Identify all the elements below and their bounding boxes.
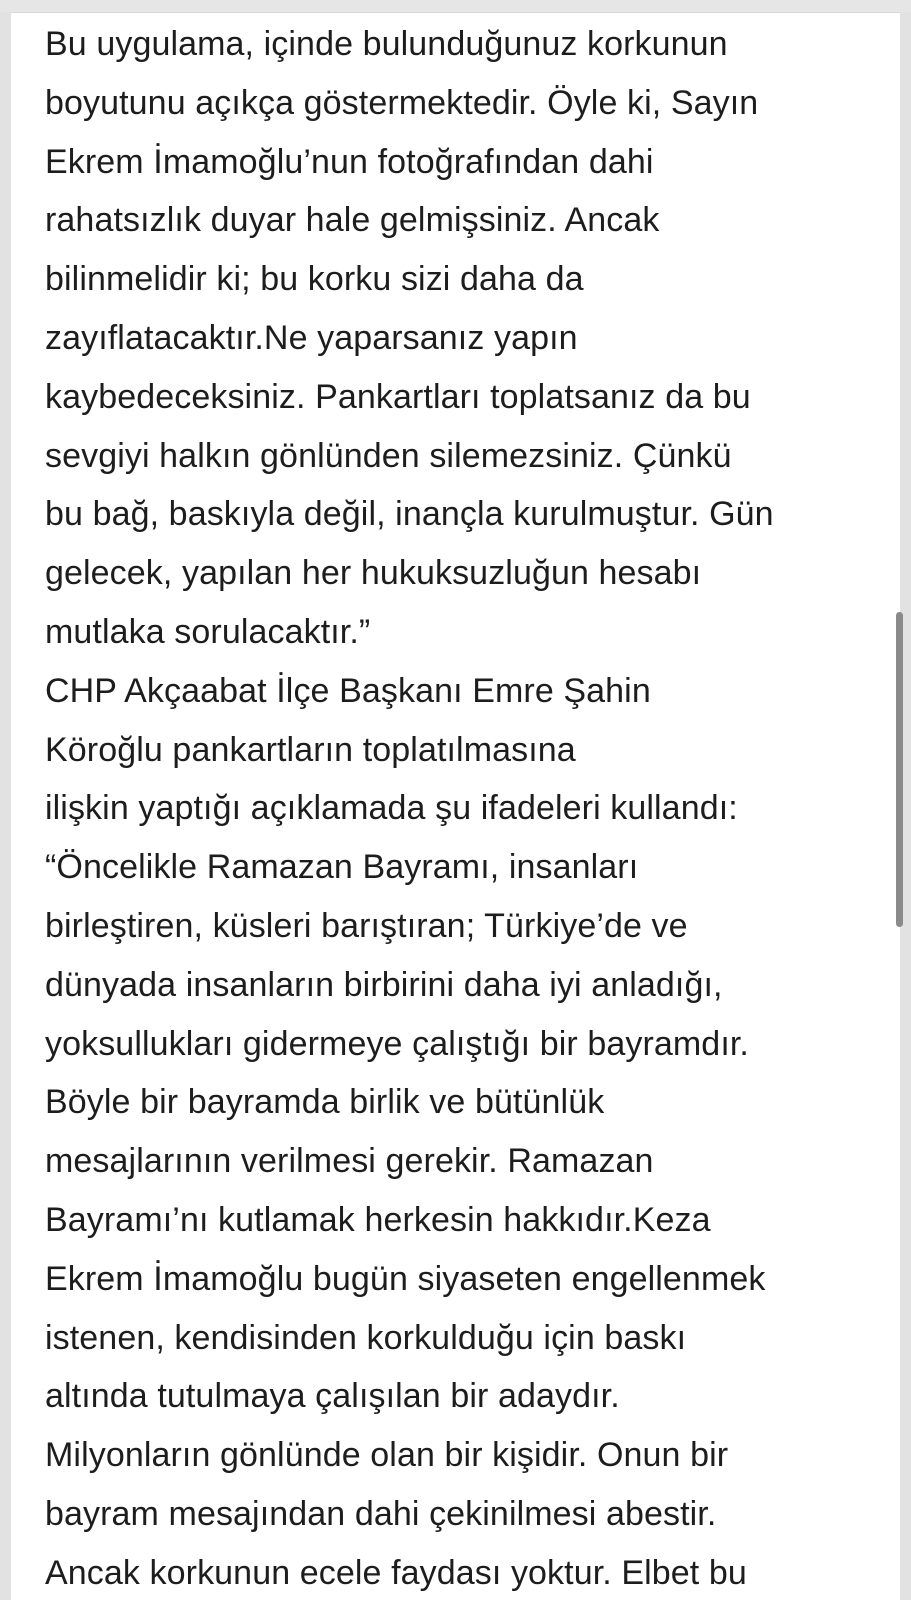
text-line: bayram mesajından dahi çekinilmesi abestir. [45, 1494, 717, 1533]
text-line: bilinmelidir ki; bu korku sizi daha da [45, 260, 584, 299]
text-line: kaybedeceksiniz. Pankartları toplatsanız da bu [45, 377, 751, 416]
text-line: gelecek, yapılan her hukuksuzluğun hesabı [45, 554, 702, 593]
text-line: “Öncelikle Ramazan Bayramı, insanları [45, 848, 639, 887]
text-line: Bu uygulama, içinde bulunduğunuz korkunun [45, 25, 728, 63]
text-line: Ekrem İmamoğlu’nun fotoğrafından dahi [45, 142, 654, 181]
text-line: rahatsızlık duyar hale gelmişsiniz. Ancak [45, 201, 660, 240]
text-line: yoksullukları gidermeye çalıştığı bir bayramdır. [45, 1024, 749, 1063]
text-line: boyutunu açıkça göstermektedir. Öyle ki, Sayın [45, 83, 759, 122]
text-line: dünyada insanların birbirini daha iyi anladığı, [45, 965, 723, 1004]
article-page[interactable] [11, 12, 900, 1600]
text-line: Köroğlu pankartların toplatılmasına [45, 730, 576, 769]
text-line: Ekrem İmamoğlu bugün siyaseten engellenmek [45, 1259, 766, 1298]
text-line: birleştiren, küsleri barıştıran; Türkiye’de ve [45, 906, 688, 945]
text-line: Ancak korkunun ecele faydası yoktur. Elbet bu [45, 1553, 747, 1592]
text-line: Milyonların gönlünde olan bir kişidir. Onun bir [45, 1436, 729, 1475]
top-edge [0, 0, 911, 12]
vertical-scrollbar-thumb[interactable] [896, 612, 903, 927]
text-line: zayıflatacaktır.Ne yaparsanız yapın [45, 318, 578, 357]
text-line: mesajlarının verilmesi gerekir. Ramazan [45, 1142, 654, 1181]
text-line: CHP Akçaabat İlçe Başkanı Emre Şahin [45, 671, 651, 710]
text-line: mutlaka sorulacaktır.” [45, 612, 371, 651]
text-line: sevgiyi halkın gönlünden silemezsiniz. Çünkü [45, 436, 732, 475]
article-body [45, 15, 895, 1600]
text-line: altında tutulmaya çalışılan bir adaydır. [45, 1377, 620, 1416]
text-line: bu bağ, baskıyla değil, inançla kurulmuştur. Gün [45, 495, 774, 534]
text-line: istenen, kendisinden korkulduğu için baskı [45, 1318, 687, 1357]
text-line: Bayramı’nı kutlamak herkesin hakkıdır.Keza [45, 1200, 711, 1239]
text-line: Böyle bir bayramda birlik ve bütünlük [45, 1083, 605, 1122]
text-line: ilişkin yaptığı açıklamada şu ifadeleri kullandı: [45, 789, 738, 828]
